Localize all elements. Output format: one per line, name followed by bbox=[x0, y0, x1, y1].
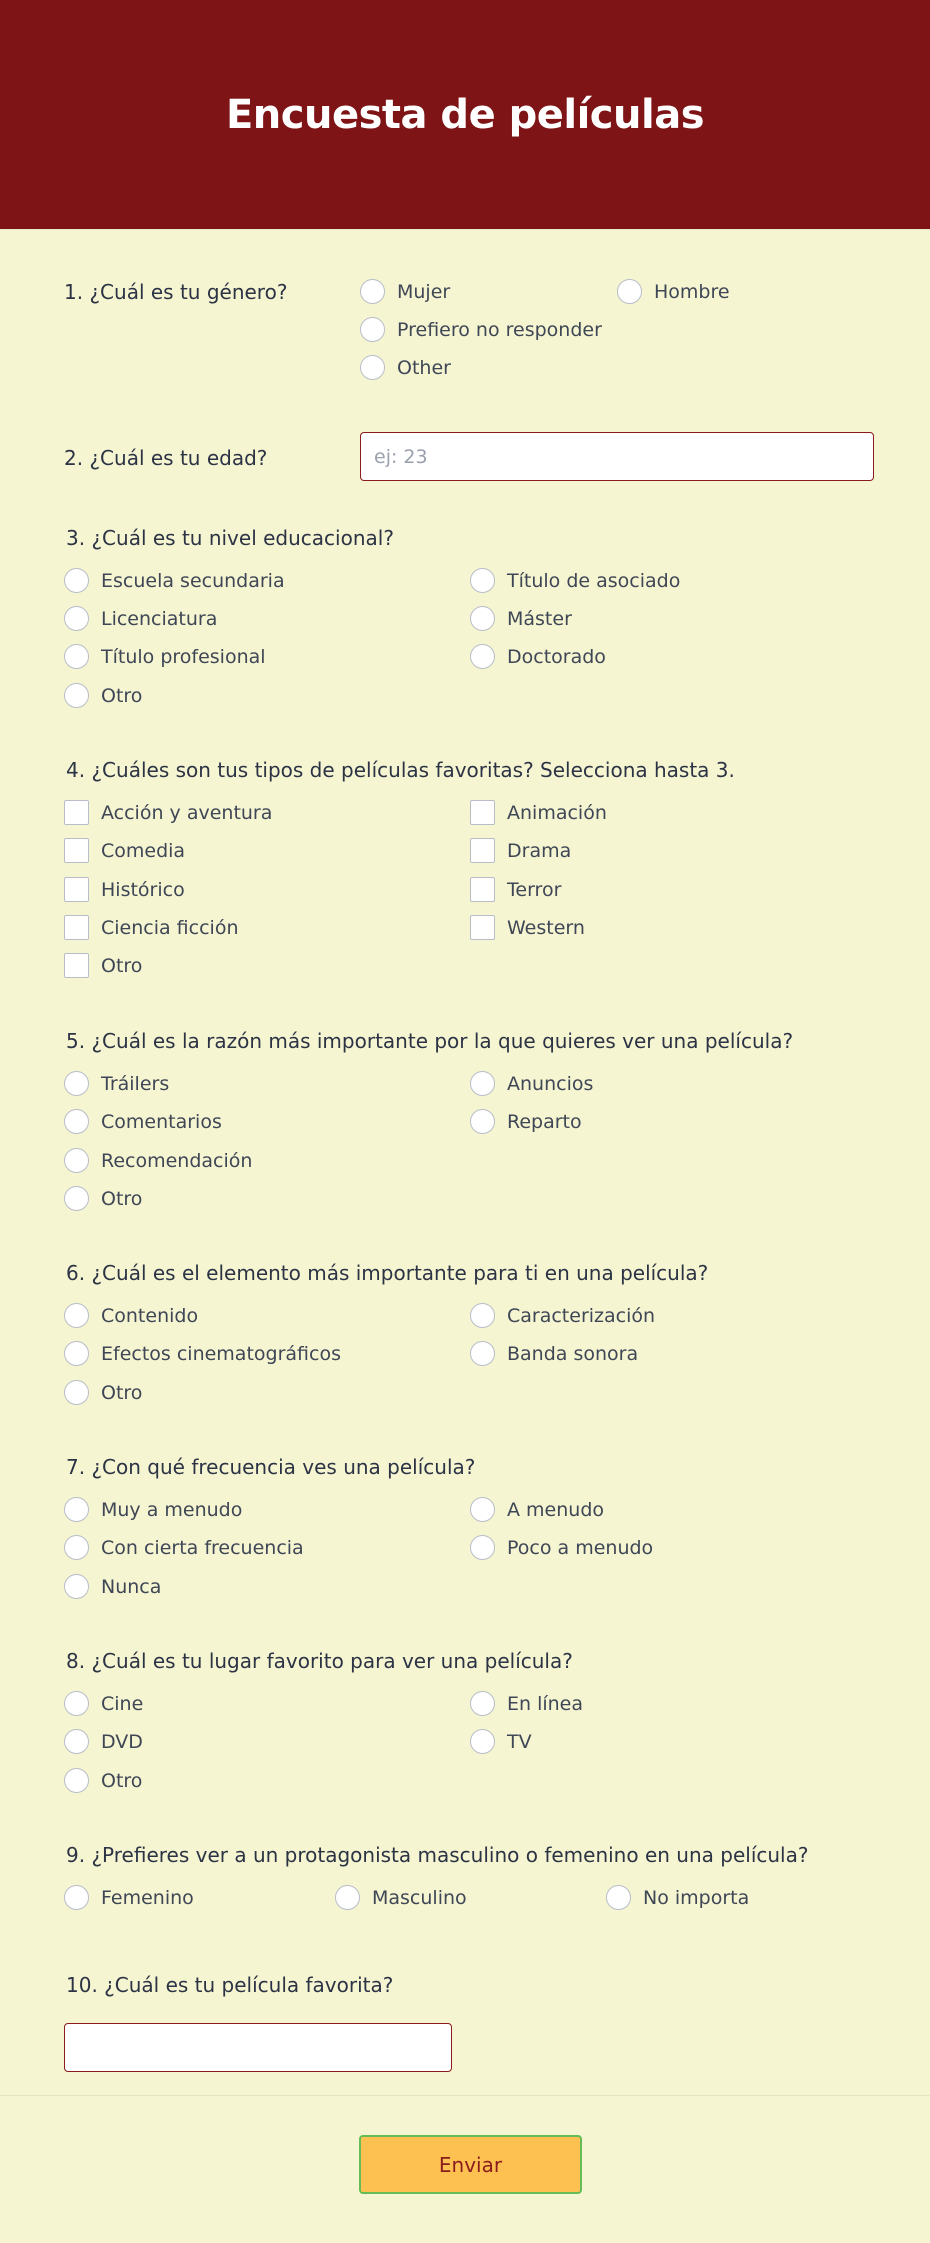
option-caracterizacion[interactable] bbox=[470, 1303, 655, 1328]
option-label: Recomendación bbox=[101, 1149, 253, 1172]
option-muy-a-menudo[interactable] bbox=[64, 1497, 242, 1522]
option-label: Título profesional bbox=[101, 645, 266, 668]
radio-icon[interactable] bbox=[360, 279, 385, 304]
option-otro[interactable] bbox=[64, 1380, 142, 1405]
option-titulo-de-asociado[interactable] bbox=[470, 568, 680, 593]
option-label: No importa bbox=[643, 1886, 750, 1909]
option-licenciatura[interactable] bbox=[64, 606, 217, 631]
checkbox-icon[interactable] bbox=[470, 800, 495, 825]
option-label: Banda sonora bbox=[507, 1342, 639, 1365]
radio-icon[interactable] bbox=[64, 1768, 89, 1793]
radio-icon[interactable] bbox=[470, 1729, 495, 1754]
option-label: Otro bbox=[101, 1769, 143, 1792]
radio-icon[interactable] bbox=[470, 568, 495, 593]
radio-icon[interactable] bbox=[64, 683, 89, 708]
submit-button[interactable]: Enviar bbox=[359, 2135, 582, 2194]
question-place bbox=[64, 1649, 874, 1809]
radio-icon[interactable] bbox=[64, 1380, 89, 1405]
option-a-menudo[interactable] bbox=[470, 1497, 604, 1522]
option-drama[interactable] bbox=[470, 838, 571, 863]
option-label: Western bbox=[507, 916, 585, 939]
radio-icon[interactable] bbox=[64, 1574, 89, 1599]
checkbox-icon[interactable] bbox=[64, 915, 89, 940]
checkbox-icon[interactable] bbox=[64, 800, 89, 825]
survey-header bbox=[0, 0, 930, 230]
checkbox-icon[interactable] bbox=[64, 838, 89, 863]
question-title: 9. ¿Prefieres ver a un protagonista masculino o femenino en una película? bbox=[66, 1843, 809, 1867]
question-title: 6. ¿Cuál es el elemento más importante para ti en una película? bbox=[66, 1261, 709, 1285]
question-age bbox=[64, 430, 874, 490]
age-input[interactable] bbox=[360, 432, 874, 481]
option-western[interactable] bbox=[470, 915, 585, 940]
question-title: 2. ¿Cuál es tu edad? bbox=[64, 446, 268, 470]
survey-title: Encuesta de películas bbox=[225, 91, 705, 138]
radio-icon[interactable] bbox=[64, 1341, 89, 1366]
option-label: Anuncios bbox=[507, 1072, 594, 1095]
option-doctorado[interactable] bbox=[470, 644, 606, 669]
radio-icon[interactable] bbox=[64, 1535, 89, 1560]
option-label: Con cierta frecuencia bbox=[101, 1536, 304, 1559]
radio-icon[interactable] bbox=[470, 1303, 495, 1328]
option-historico[interactable] bbox=[64, 877, 185, 902]
option-label: A menudo bbox=[507, 1498, 605, 1521]
option-masculino[interactable] bbox=[335, 1885, 467, 1910]
option-label: Otro bbox=[101, 1381, 143, 1404]
checkbox-icon[interactable] bbox=[64, 953, 89, 978]
radio-icon[interactable] bbox=[470, 1341, 495, 1366]
option-femenino[interactable] bbox=[64, 1885, 194, 1910]
question-title: 5. ¿Cuál es la razón más importante por la que quieres ver una película? bbox=[66, 1029, 794, 1053]
checkbox-icon[interactable] bbox=[470, 838, 495, 863]
option-dvd[interactable] bbox=[64, 1729, 143, 1754]
option-label: Acción y aventura bbox=[101, 801, 273, 824]
option-recomendacion[interactable] bbox=[64, 1148, 252, 1173]
option-no-importa[interactable] bbox=[606, 1885, 749, 1910]
option-label: Femenino bbox=[101, 1886, 194, 1909]
option-label: Caracterización bbox=[507, 1304, 656, 1327]
option-prefiero-no-responder[interactable] bbox=[360, 317, 602, 342]
option-label: Licenciatura bbox=[101, 607, 218, 630]
question-title: 1. ¿Cuál es tu género? bbox=[64, 280, 288, 304]
option-animacion[interactable] bbox=[470, 800, 607, 825]
option-label: Masculino bbox=[372, 1886, 467, 1909]
option-label: Other bbox=[397, 356, 451, 379]
question-element bbox=[64, 1261, 874, 1421]
radio-icon[interactable] bbox=[606, 1885, 631, 1910]
option-label: Escuela secundaria bbox=[101, 569, 285, 592]
option-label: Otro bbox=[101, 1187, 143, 1210]
option-label: Hombre bbox=[654, 280, 730, 303]
radio-icon[interactable] bbox=[64, 1729, 89, 1754]
option-efectos-cinematograficos[interactable] bbox=[64, 1341, 341, 1366]
option-label: Contenido bbox=[101, 1304, 199, 1327]
option-label: Ciencia ficción bbox=[101, 916, 239, 939]
option-label: Comedia bbox=[101, 839, 186, 862]
radio-icon[interactable] bbox=[64, 1109, 89, 1134]
option-label: TV bbox=[507, 1730, 532, 1753]
radio-icon[interactable] bbox=[64, 644, 89, 669]
option-otro[interactable] bbox=[64, 683, 142, 708]
question-title: 4. ¿Cuáles son tus tipos de películas favoritas? Selecciona hasta 3. bbox=[66, 758, 735, 782]
question-title: 3. ¿Cuál es tu nivel educacional? bbox=[66, 526, 394, 550]
option-accion-y-aventura[interactable] bbox=[64, 800, 272, 825]
option-label: Doctorado bbox=[507, 645, 606, 668]
option-label: Drama bbox=[507, 839, 572, 862]
option-banda-sonora[interactable] bbox=[470, 1341, 638, 1366]
option-label: Animación bbox=[507, 801, 607, 824]
option-en-linea[interactable] bbox=[470, 1691, 583, 1716]
checkbox-icon[interactable] bbox=[470, 915, 495, 940]
option-otro[interactable] bbox=[64, 1768, 142, 1793]
option-label: Máster bbox=[507, 607, 572, 630]
radio-icon[interactable] bbox=[470, 644, 495, 669]
favorite-movie-input[interactable] bbox=[64, 2023, 452, 2072]
radio-icon[interactable] bbox=[64, 606, 89, 631]
question-protagonist bbox=[64, 1843, 874, 1923]
option-otro[interactable] bbox=[64, 1186, 142, 1211]
option-label: Otro bbox=[101, 954, 143, 977]
question-gender bbox=[64, 230, 874, 390]
option-label: Muy a menudo bbox=[101, 1498, 243, 1521]
option-terror[interactable] bbox=[470, 877, 561, 902]
radio-icon[interactable] bbox=[64, 1071, 89, 1096]
option-comentarios[interactable] bbox=[64, 1109, 222, 1134]
option-master[interactable] bbox=[470, 606, 572, 631]
option-ciencia-ficcion[interactable] bbox=[64, 915, 239, 940]
question-education bbox=[64, 526, 874, 716]
option-titulo-profesional[interactable] bbox=[64, 644, 266, 669]
radio-icon[interactable] bbox=[360, 355, 385, 380]
option-label: En línea bbox=[507, 1692, 584, 1715]
radio-icon[interactable] bbox=[64, 1885, 89, 1910]
option-trailers[interactable] bbox=[64, 1071, 169, 1096]
option-otro[interactable] bbox=[64, 953, 142, 978]
checkbox-icon[interactable] bbox=[470, 877, 495, 902]
option-label: Comentarios bbox=[101, 1110, 222, 1133]
radio-icon[interactable] bbox=[470, 1691, 495, 1716]
radio-icon[interactable] bbox=[470, 1109, 495, 1134]
option-nunca[interactable] bbox=[64, 1574, 161, 1599]
option-label: Nunca bbox=[101, 1575, 162, 1598]
question-title: 7. ¿Con qué frecuencia ves una película? bbox=[66, 1455, 476, 1479]
option-hombre[interactable] bbox=[617, 279, 730, 304]
option-con-cierta-frecuencia[interactable] bbox=[64, 1535, 304, 1560]
question-title: 8. ¿Cuál es tu lugar favorito para ver una película? bbox=[66, 1649, 573, 1673]
radio-icon[interactable] bbox=[64, 1303, 89, 1328]
option-label: Reparto bbox=[507, 1110, 582, 1133]
option-label: Tráilers bbox=[101, 1072, 170, 1095]
option-label: Mujer bbox=[397, 280, 451, 303]
option-other[interactable] bbox=[360, 355, 451, 380]
radio-icon[interactable] bbox=[64, 1148, 89, 1173]
option-label: Efectos cinematográficos bbox=[101, 1342, 341, 1365]
footer-divider bbox=[0, 2095, 930, 2096]
question-reason bbox=[64, 1029, 874, 1219]
question-title: 10. ¿Cuál es tu película favorita? bbox=[66, 1973, 394, 1997]
question-movie-types bbox=[64, 758, 874, 988]
radio-icon[interactable] bbox=[64, 1691, 89, 1716]
radio-icon[interactable] bbox=[64, 568, 89, 593]
option-poco-a-menudo[interactable] bbox=[470, 1535, 653, 1560]
option-anuncios[interactable] bbox=[470, 1071, 593, 1096]
option-comedia[interactable] bbox=[64, 838, 185, 863]
option-label: Título de asociado bbox=[507, 569, 681, 592]
option-contenido[interactable] bbox=[64, 1303, 198, 1328]
radio-icon[interactable] bbox=[470, 1071, 495, 1096]
option-label: Terror bbox=[507, 878, 562, 901]
radio-icon[interactable] bbox=[64, 1497, 89, 1522]
radio-icon[interactable] bbox=[470, 1535, 495, 1560]
checkbox-icon[interactable] bbox=[64, 877, 89, 902]
option-label: Otro bbox=[101, 684, 143, 707]
option-escuela-secundaria[interactable] bbox=[64, 568, 285, 593]
option-label: DVD bbox=[101, 1730, 143, 1753]
radio-icon[interactable] bbox=[617, 279, 642, 304]
option-label: Poco a menudo bbox=[507, 1536, 654, 1559]
radio-icon[interactable] bbox=[335, 1885, 360, 1910]
option-label: Cine bbox=[101, 1692, 144, 1715]
radio-icon[interactable] bbox=[470, 606, 495, 631]
question-favorite-movie bbox=[64, 1973, 874, 2083]
radio-icon[interactable] bbox=[470, 1497, 495, 1522]
option-tv[interactable] bbox=[470, 1729, 532, 1754]
question-frequency bbox=[64, 1455, 874, 1615]
option-label: Histórico bbox=[101, 878, 185, 901]
radio-icon[interactable] bbox=[360, 317, 385, 342]
option-cine[interactable] bbox=[64, 1691, 143, 1716]
option-mujer[interactable] bbox=[360, 279, 450, 304]
option-reparto[interactable] bbox=[470, 1109, 582, 1134]
option-label: Prefiero no responder bbox=[397, 318, 602, 341]
radio-icon[interactable] bbox=[64, 1186, 89, 1211]
